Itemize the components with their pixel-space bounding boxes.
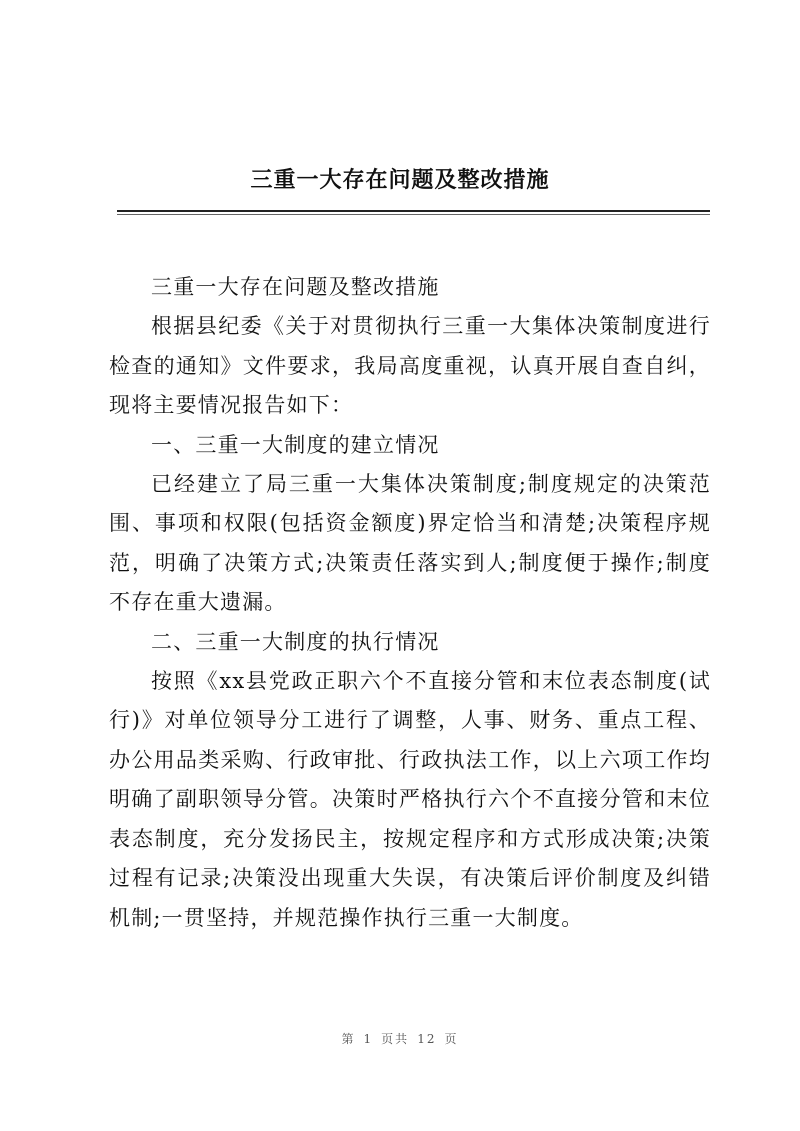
document-body — [109, 268, 711, 938]
page-footer — [0, 1030, 800, 1047]
footer-page-suffix: 页 — [444, 1032, 459, 1046]
title-divider — [117, 210, 710, 212]
paragraph-intro: 根据县纪委《关于对贯彻执行三重一大集体决策制度进行检查的通知》文件要求，我局高度重视，认真开展自查自纠，现将主要情况报告如下： — [109, 314, 711, 418]
section-heading-1: 一、三重一大制度的建立情况 — [151, 432, 440, 457]
footer-page-middle: 页共 — [381, 1032, 410, 1046]
section-heading-2: 二、三重一大制度的执行情况 — [151, 629, 440, 654]
paragraph-section-2: 按照《xx县党政正职六个不直接分管和末位表态制度(试行)》对单位领导分工进行了调整，人事、财务、重点工程、办公用品类采购、行政审批、行政执法工作，以上六项工作均明确了副职领导分管。决策时严格执行六个不直接分管和末位表态制度，充分发扬民主，按规定程序和方式形成决策;决策过程有记录;决策没出现重大失误，有决策后评价制度及纠错机制;一贯坚持，并规范操作执行三重一大制度。 — [109, 669, 711, 930]
document-title: 三重一大存在问题及整改措施 — [250, 167, 550, 193]
footer-page-prefix: 第 — [341, 1032, 356, 1046]
paragraph-section-1: 已经建立了局三重一大集体决策制度;制度规定的决策范围、事项和权限(包括资金额度)界定恰当和清楚;决策程序规范，明确了决策方式;决策责任落实到人;制度便于操作;制度不存在重大遗漏。 — [109, 472, 711, 615]
title-divider-thin — [117, 214, 710, 215]
footer-total-pages: 12 — [417, 1032, 437, 1046]
paragraph-subtitle: 三重一大存在问题及整改措施 — [151, 275, 440, 299]
footer-current-page: 1 — [363, 1032, 374, 1046]
